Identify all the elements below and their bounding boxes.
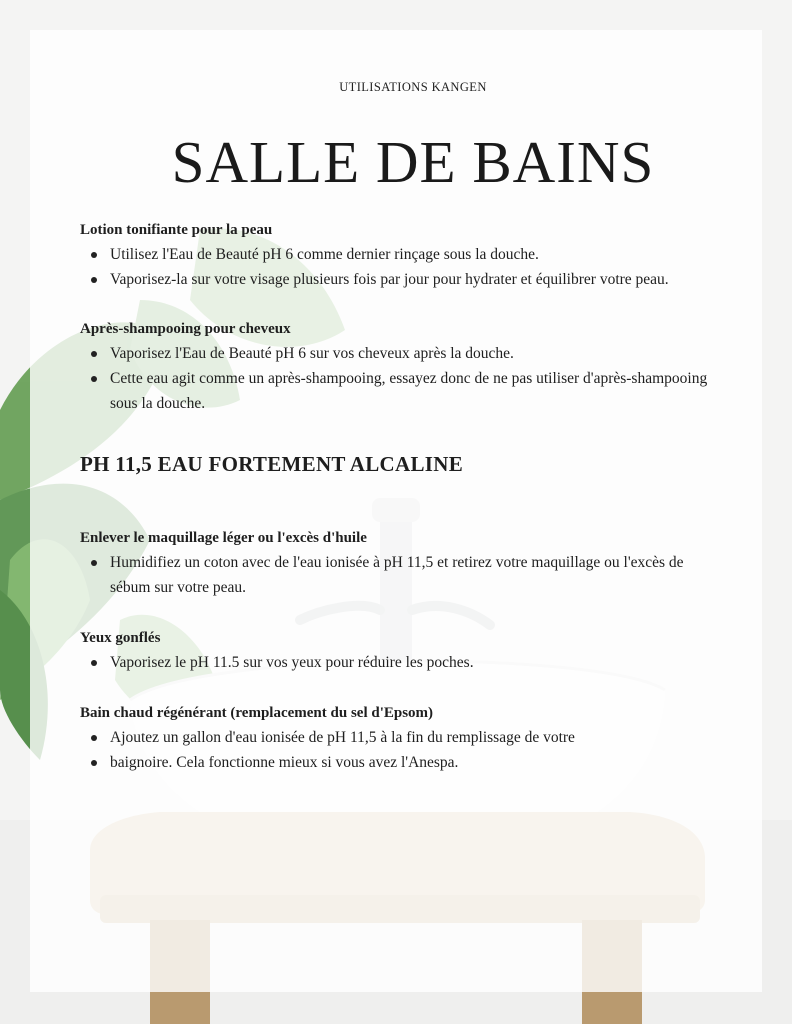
bullet-list [80, 725, 720, 775]
block-lotion [80, 218, 720, 292]
bullet-list [80, 550, 720, 600]
bullet-list [80, 650, 720, 675]
block-heading: Lotion tonifiante pour la peau [80, 222, 273, 238]
list-item: baignoire. Cela fonctionne mieux si vous avez l'Anespa. [110, 750, 720, 775]
block-heading: Après-shampooing pour cheveux [80, 321, 291, 337]
list-item: Vaporisez le pH 11.5 sur vos yeux pour réduire les poches. [110, 650, 720, 675]
list-item: Ajoutez un gallon d'eau ionisée de pH 11,5 à la fin du remplissage de votre [110, 725, 720, 750]
list-item: Vaporisez l'Eau de Beauté pH 6 sur vos cheveux après la douche. [110, 341, 720, 366]
page-title: SALLE DE BAINS [171, 128, 655, 195]
list-item: Cette eau agit comme un après-shampooing, essayez donc de ne pas utiliser d'après-shampooing sous la douche. [110, 366, 720, 416]
block-makeup [80, 526, 720, 600]
block-puffy-eyes [80, 626, 720, 675]
content-body [80, 218, 720, 775]
bullet-list [80, 242, 720, 292]
block-bath [80, 701, 720, 775]
bullet-list [80, 341, 720, 416]
list-item: Utilisez l'Eau de Beauté pH 6 comme dernier rinçage sous la douche. [110, 242, 720, 267]
page-kicker: UTILISATIONS KANGEN [339, 80, 487, 94]
list-item: Vaporisez-la sur votre visage plusieurs fois par jour pour hydrater et équilibrer votre peau. [110, 267, 720, 292]
section-title: PH 11,5 EAU FORTEMENT ALCALINE [80, 452, 464, 476]
block-heading: Enlever le maquillage léger ou l'excès d'huile [80, 530, 367, 546]
list-item: Humidifiez un coton avec de l'eau ionisée à pH 11,5 et retirez votre maquillage ou l'excès de sébum sur votre peau. [110, 550, 720, 600]
block-heading: Yeux gonflés [80, 630, 161, 646]
block-conditioner [80, 317, 720, 416]
block-heading: Bain chaud régénérant (remplacement du sel d'Epsom) [80, 705, 434, 721]
